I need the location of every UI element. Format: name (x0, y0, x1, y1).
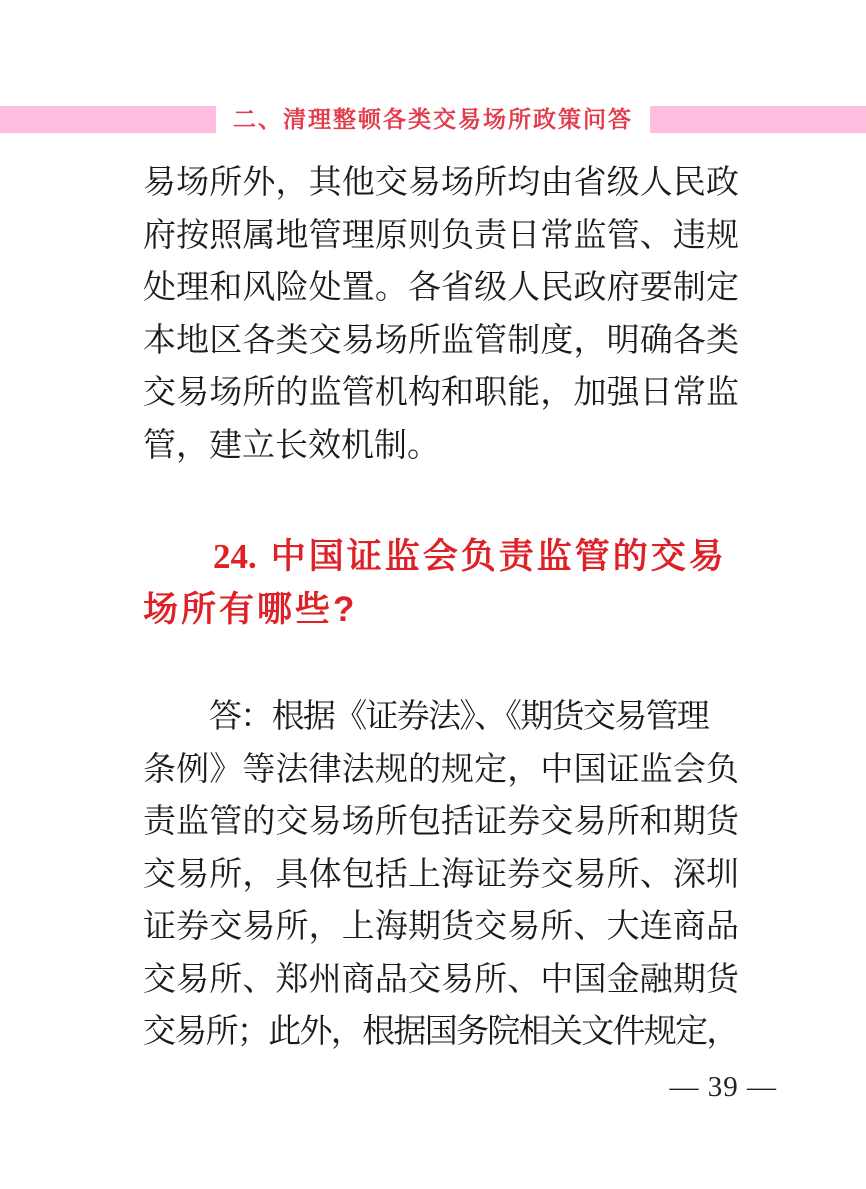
text-line: 证券交易所，上海期货交易所、大连商品 (143, 909, 739, 945)
question-heading (143, 531, 739, 636)
text-line: 条例》等法律法规的规定，中国证监会负 (143, 751, 739, 788)
question-heading-text: 中国证监会负责监管的交易 (270, 537, 727, 576)
text-line: 处理和风险处置。各省级人民政府要制定 (143, 270, 739, 306)
text-line: 交易场所的监管机构和职能，加强日常监 (143, 375, 739, 411)
chapter-title: 二、清理整顿各类交易场所政策问答 (216, 102, 650, 137)
question-heading-line (143, 531, 739, 584)
text-line: 责监管的交易场所包括证券交易所和期货 (143, 804, 739, 840)
text-line: 本地区各类交易场所监管制度，明确各类 (143, 322, 739, 359)
text-line: 交易所；此外，根据国务院相关文件规定， (143, 1014, 738, 1050)
question-heading-line: 场所有哪些? (143, 589, 358, 629)
text-line: 交易所、郑州商品交易所、中国金融期货 (143, 961, 739, 998)
body-paragraph-continuation (143, 157, 739, 472)
question-number: 24. (213, 537, 257, 576)
text-line: 答：根据《证券法》、《期货交易管理 (209, 699, 709, 735)
text-line: 交易所，具体包括上海证券交易所、深圳 (143, 856, 739, 893)
answer-paragraph (143, 691, 739, 1059)
text-line: 易场所外，其他交易场所均由省级人民政 (143, 165, 739, 201)
chapter-header-band (0, 106, 866, 133)
text-line: 管，建立长效机制。 (143, 427, 440, 464)
page-number: — 39 — (669, 1071, 777, 1103)
text-line: 府按照属地管理原则负责日常监管、违规 (143, 217, 739, 254)
